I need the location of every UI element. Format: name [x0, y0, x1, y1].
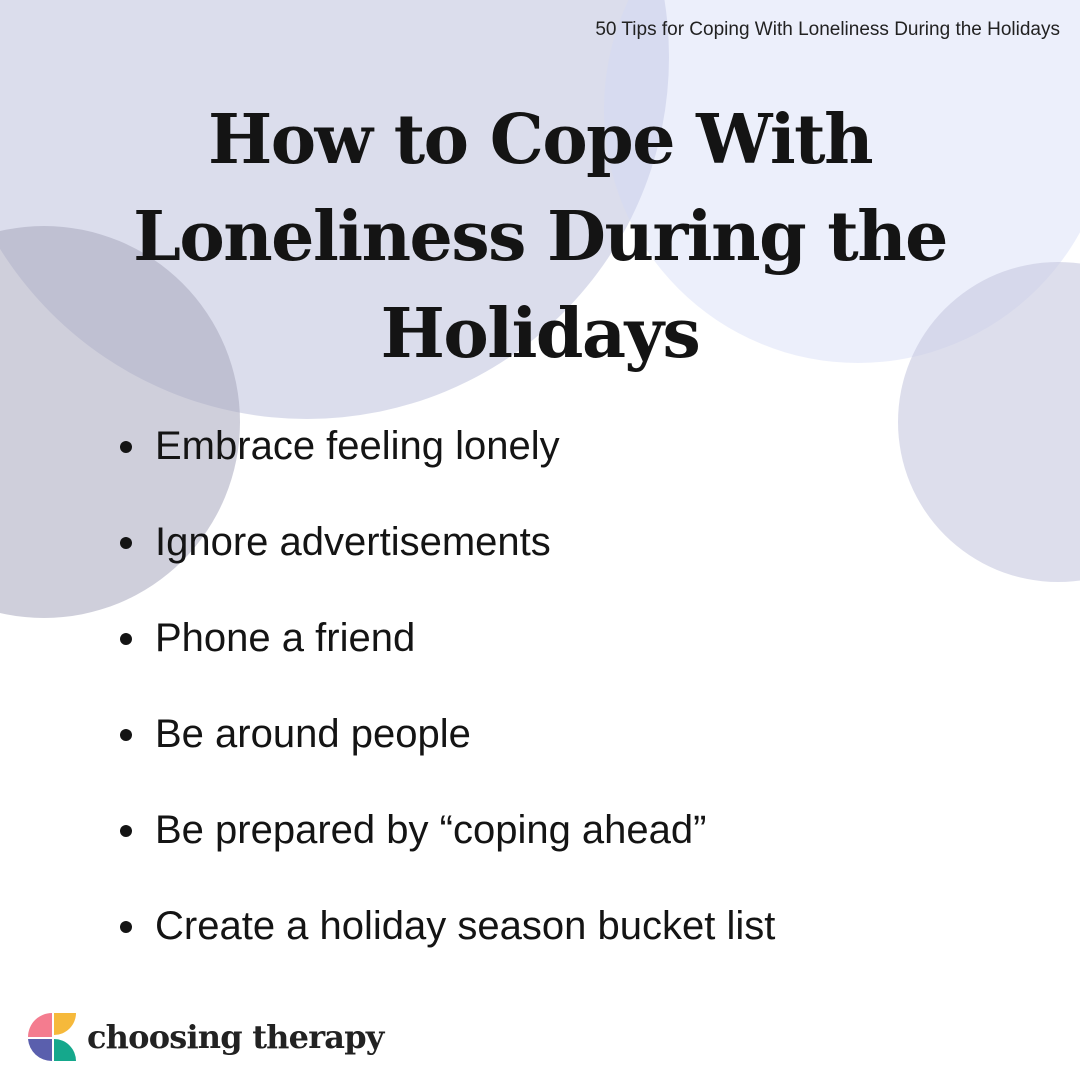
- tip-label: Embrace feeling lonely: [155, 424, 560, 468]
- tip-label: Be around people: [155, 712, 471, 756]
- bullet-icon: [120, 441, 132, 453]
- tip-item: [120, 798, 775, 894]
- page-title: How to Cope With Loneliness During the Holidays: [133, 100, 947, 374]
- choosing-therapy-logo-icon: [28, 1013, 76, 1061]
- tip-label: Be prepared by “coping ahead”: [155, 808, 707, 852]
- bullet-icon: [120, 729, 132, 741]
- bullet-icon: [120, 921, 132, 933]
- bullet-icon: [120, 825, 132, 837]
- tip-label: Create a holiday season bucket list: [155, 904, 776, 948]
- tip-item: [120, 702, 775, 798]
- brand-name: choosing therapy: [87, 1018, 384, 1056]
- tip-item: [120, 510, 775, 606]
- tip-item: [120, 894, 775, 990]
- tip-item: [120, 414, 775, 510]
- article-caption: 50 Tips for Coping With Loneliness During the Holidays: [595, 19, 1060, 40]
- tips-list: [120, 414, 775, 990]
- bullet-icon: [120, 633, 132, 645]
- brand-logo: [28, 1012, 384, 1062]
- tip-label: Phone a friend: [155, 616, 416, 660]
- tip-item: [120, 606, 775, 702]
- tip-label: Ignore advertisements: [155, 520, 551, 564]
- bullet-icon: [120, 537, 132, 549]
